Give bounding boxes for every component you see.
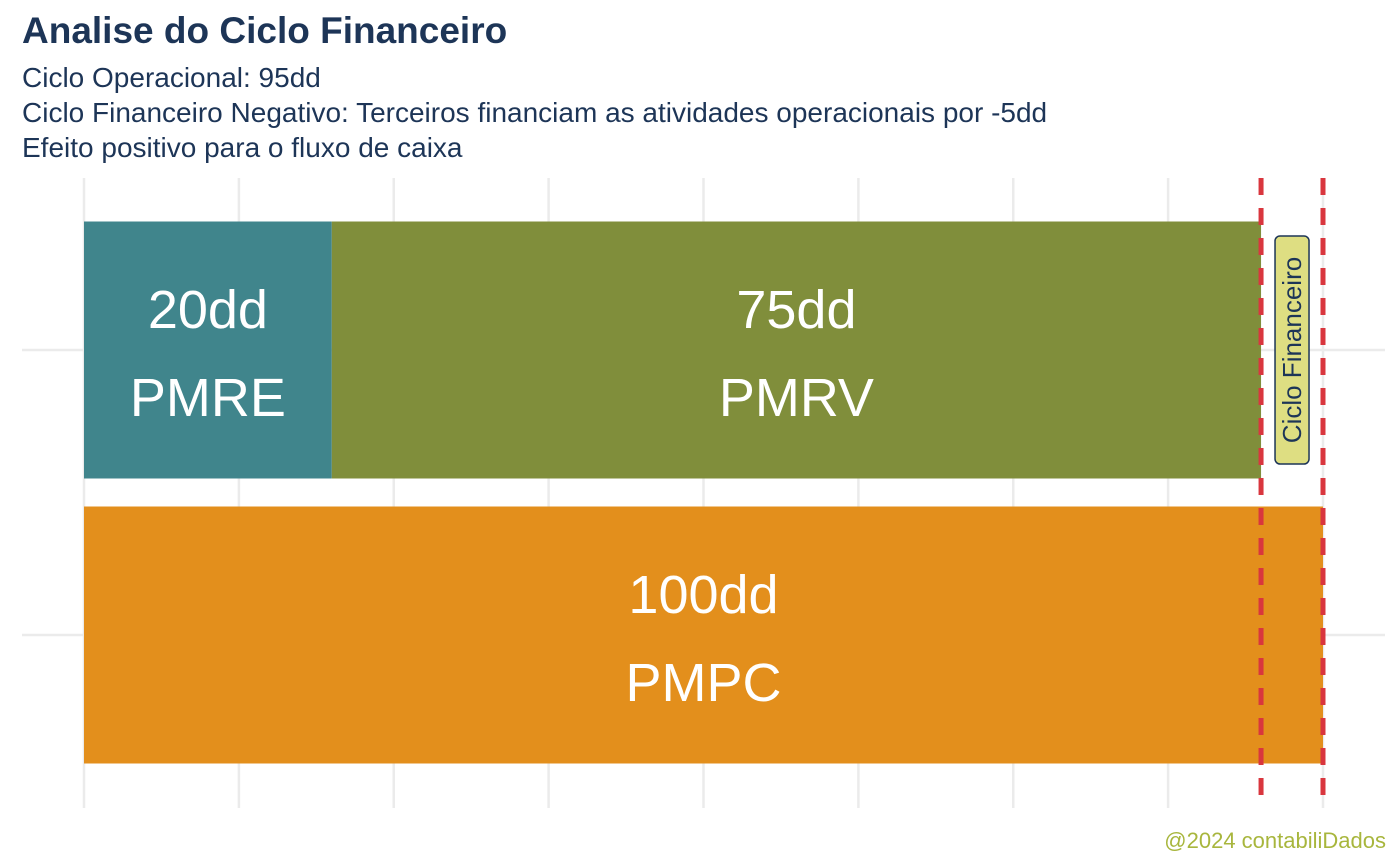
bar-value-label-pmre: 20dd (147, 280, 268, 340)
bar-category-label-pmrv: PMRV (718, 368, 874, 428)
bar-category-label-pmpc: PMPC (625, 653, 782, 713)
chart-caption: @2024 contabiliDados (1164, 828, 1386, 853)
bar-value-label-pmpc: 100dd (628, 565, 779, 625)
chart-subtitle-line-2: Ciclo Financeiro Negativo: Terceiros financiam as atividades operacionais por -5dd (22, 97, 1048, 128)
bar-value-label-pmrv: 75dd (736, 280, 857, 340)
bar-pmre (84, 222, 332, 479)
chart-title: Analise do Ciclo Financeiro (22, 10, 508, 51)
chart-subtitle-line-1: Ciclo Operacional: 95dd (22, 62, 321, 93)
bar-pmrv (332, 222, 1261, 479)
bar-pmpc (84, 507, 1323, 764)
bar-category-label-pmre: PMRE (129, 368, 286, 428)
ciclo-financeiro-annotation (1275, 236, 1309, 464)
chart-subtitle-line-3: Efeito positivo para o fluxo de caixa (22, 132, 463, 163)
annotation-text: Ciclo Financeiro (1277, 256, 1308, 444)
